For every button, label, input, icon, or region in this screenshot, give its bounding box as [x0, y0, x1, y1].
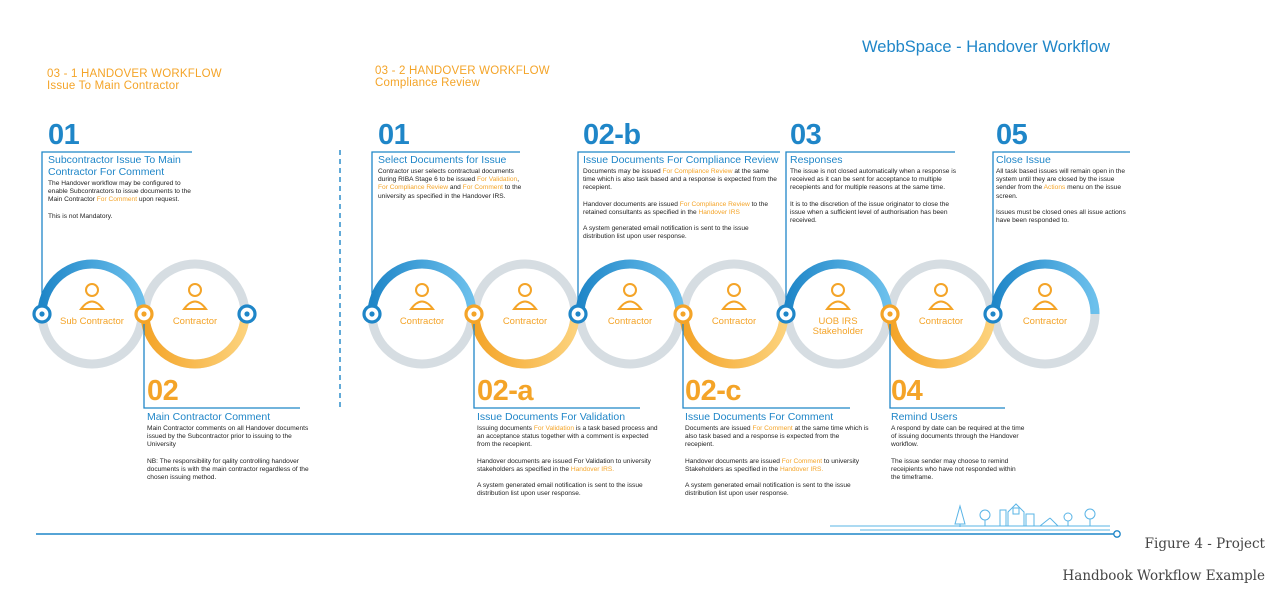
highlight-text: Actions: [1043, 184, 1066, 192]
step-number: 02: [147, 375, 179, 407]
step-heading: Main Contractor Comment: [147, 411, 271, 423]
step-number: 04: [891, 375, 923, 407]
highlight-text: For Compliance Review: [662, 168, 733, 175]
circle-label-8: Contractor: [918, 316, 964, 327]
body-text: Issues must be closed ones all issue actions have been responded to.: [996, 208, 1126, 225]
step-number: 02-a: [477, 375, 534, 407]
body-text: A respond by date can be required at the time of issuing documents through the Handover workflow.: [891, 425, 1025, 449]
highlight-text: For Validation: [476, 176, 518, 184]
body-text: is a task based process and an acceptance status together with a comment is expected from the recepient.: [477, 425, 658, 449]
body-text: A system generated email notification is sent to the issue distribution list upon user response.: [583, 225, 749, 241]
body-text: All task based issues will remain open in the system until they are closed by the issue sender from the: [996, 168, 1126, 192]
highlight-text: Handover IRS: [698, 208, 740, 216]
body-text: upon request.: [137, 196, 180, 204]
step-heading: Responses: [790, 154, 843, 166]
body-text: Handover documents are issued: [685, 457, 782, 465]
circle-label-7: UOB IRS Stakeholder: [812, 316, 864, 337]
body-text: menu on the issue screen.: [996, 184, 1121, 200]
step-number: 03: [790, 119, 822, 151]
step-heading: Issue Documents For Comment: [685, 411, 834, 423]
highlight-text: For Compliance Review: [378, 184, 448, 192]
body-text: Handover documents are issued: [583, 200, 680, 208]
circle-label-1: Sub Contractor: [60, 316, 124, 327]
page-title: WebbSpace - Handover Workflow: [862, 38, 1110, 56]
section1-line1: 03 - 1 HANDOVER WORKFLOW: [47, 68, 222, 80]
body-text: NB: The responsibility for qality controlling handover documents is with the main contractor regardless of the chosen issuing method.: [147, 457, 309, 482]
figure-caption-line2: Handbook Workflow Example: [1062, 568, 1265, 584]
step-heading: Issue Documents For Validation: [477, 411, 626, 423]
highlight-text: Handover IRS.: [779, 465, 824, 473]
highlight-text: For Compliance Review: [679, 200, 750, 208]
step-number: 02-b: [583, 119, 641, 151]
highlight-text: For Comment: [752, 425, 793, 432]
body-text: A system generated email notification is sent to the issue distribution list upon user response.: [477, 482, 643, 498]
body-text: A system generated email notification is sent to the issue distribution list upon user response.: [685, 482, 851, 498]
step-heading: Issue Documents For Compliance Review: [583, 154, 779, 166]
body-text: Documents may be issued: [583, 168, 663, 175]
step-number: 02-c: [685, 375, 742, 407]
highlight-text: For Comment: [96, 196, 138, 204]
section2-line1: 03 - 2 HANDOVER WORKFLOW: [375, 65, 550, 77]
step-number: 01: [48, 119, 80, 151]
body-text: Issuing documents: [477, 425, 534, 432]
body-text: Contractor user selects contractual documents during RIBA Stage 6 to be issued: [378, 168, 514, 184]
body-text: It is to the discretion of the issue originator to close the issue when a sufficient level of authorisation has been received.: [790, 200, 950, 225]
body-text: to university Stakeholders as specified in the: [685, 457, 860, 473]
step-heading: Close Issue: [996, 154, 1051, 166]
body-text: The issue is not closed automatically when a response is received as it can be sent for acceptance to multiple recepients and for multiple reasons at the same time.: [790, 168, 957, 192]
highlight-text: For Validation: [533, 425, 575, 432]
body-text: The issue sender may choose to remind receipients who have not responded within the timeframe.: [891, 457, 1016, 482]
body-text: The Handover workflow may be configured to enable Subcontractors to issue documents to the Main Contractor: [48, 180, 191, 204]
body-text: This is not Mandatory.: [48, 212, 113, 220]
body-text: to the university as specified in the Handover IRS.: [378, 184, 522, 200]
body-text: at the same time which is also task based and a response is expected from the recepient.: [583, 168, 777, 192]
body-text: at the same time which is also task based and a response is expected from the recepient.: [685, 425, 869, 449]
circle-label-2: Contractor: [172, 316, 218, 327]
circle-label-5: Contractor: [607, 316, 653, 327]
body-text: to the retained consultants as specified in the: [583, 200, 769, 216]
circle-label-3: Contractor: [399, 316, 445, 327]
step-heading: Remind Users: [891, 411, 958, 423]
step-number: 05: [996, 119, 1028, 151]
body-text: Documents are issued: [685, 425, 753, 432]
figure-caption-line1: Figure 4 - Project: [1144, 536, 1265, 552]
highlight-text: For Comment: [462, 184, 503, 192]
body-text: and: [448, 184, 463, 192]
circle-label-9: Contractor: [1022, 316, 1068, 327]
step-heading: Select Documents for Issue: [378, 154, 507, 166]
step-heading: Subcontractor Issue To Main Contractor For Comment: [48, 154, 181, 178]
section1-line2: Issue To Main Contractor: [47, 80, 180, 92]
circle-label-4: Contractor: [502, 316, 548, 327]
body-text: Handover documents are issued For Validation to university stakeholders as specified in the: [477, 457, 651, 473]
body-text: ,: [517, 176, 520, 184]
body-text: Main Contractor comments on all Handover documents issued by the Subcontractor prior to issuing to the University: [147, 425, 309, 449]
section2-line2: Compliance Review: [375, 77, 481, 89]
circle-label-6: Contractor: [711, 316, 757, 327]
highlight-text: Handover IRS.: [570, 465, 615, 473]
highlight-text: For Comment: [781, 457, 823, 465]
step-number: 01: [378, 119, 410, 151]
